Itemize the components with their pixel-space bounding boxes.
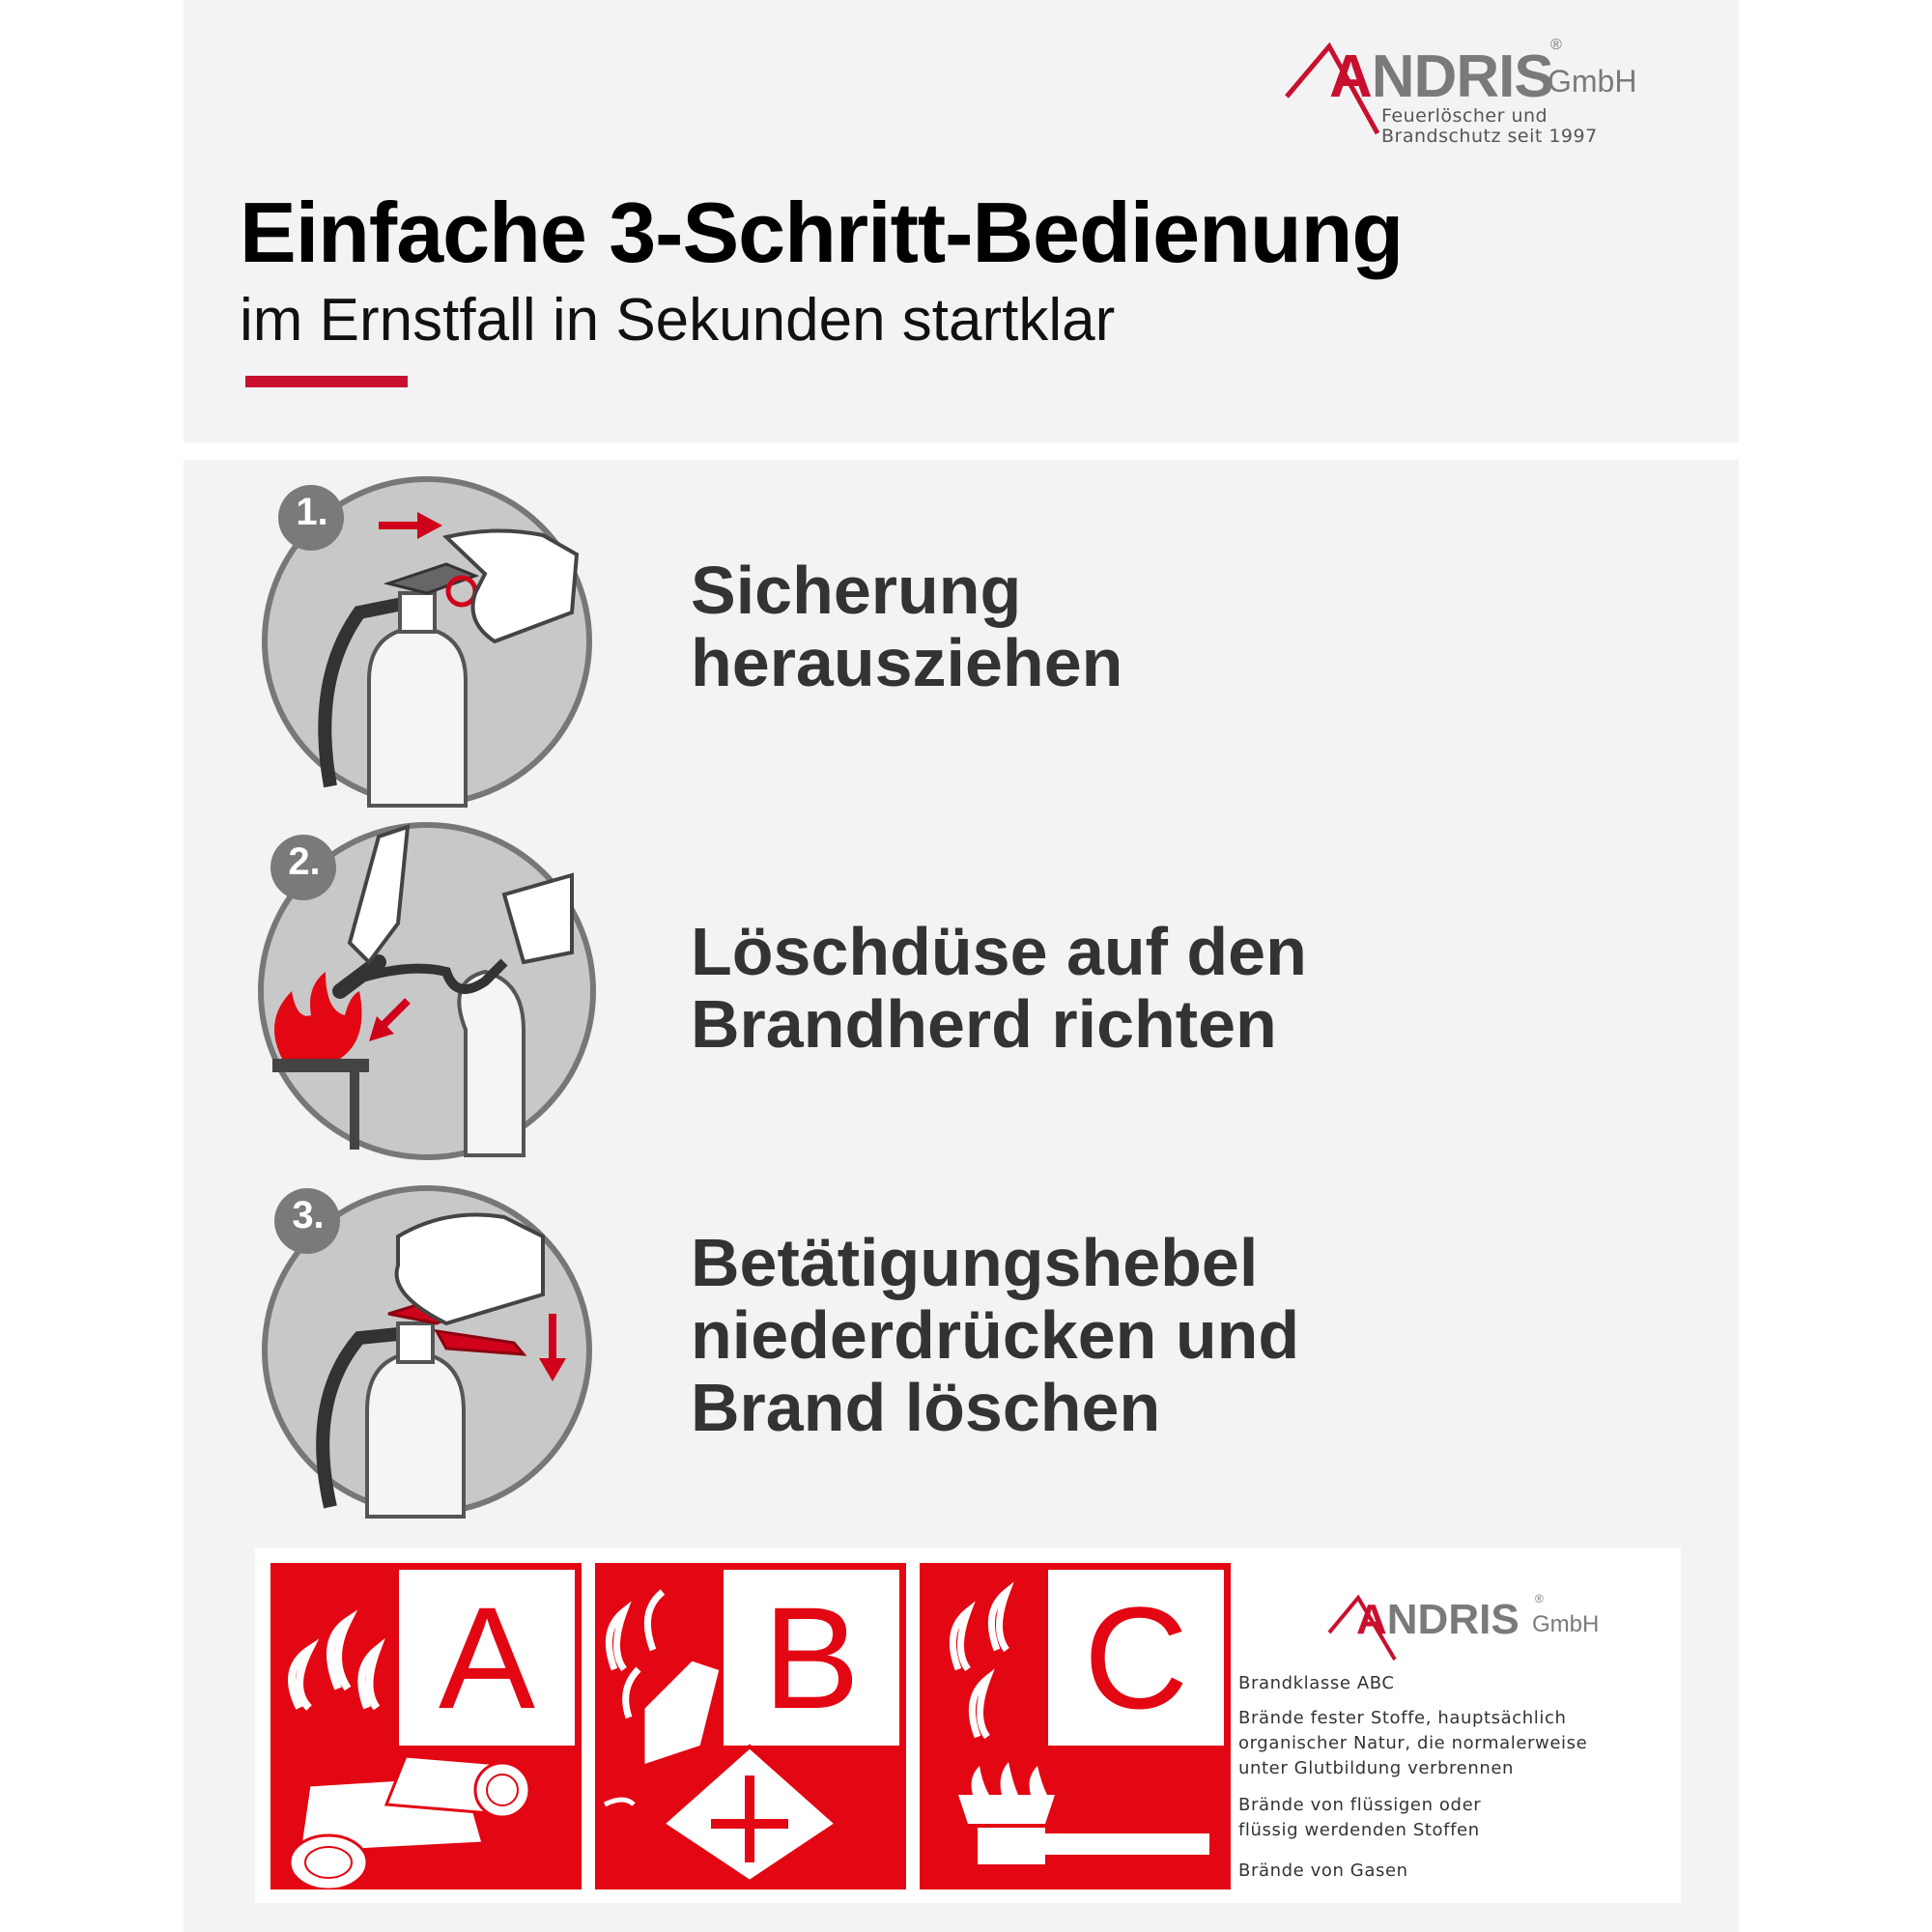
fire-class-panel bbox=[255, 1548, 1681, 1903]
fire-class-heading bbox=[1238, 1671, 1395, 1696]
step-3-line-2: niederdrücken und bbox=[691, 1297, 1300, 1373]
burning-wood-icon bbox=[270, 1563, 582, 1889]
logo-suffix: GmbH bbox=[1548, 64, 1637, 99]
fire-class-c-letter: C bbox=[1083, 1577, 1189, 1739]
page-subtitle: im Ernstfall in Sekunden startklar bbox=[240, 287, 1116, 354]
fire-class-a-description bbox=[1238, 1706, 1587, 1781]
fire-class-b-sign bbox=[595, 1563, 906, 1889]
fire-class-a-desc-line-1: Brände fester Stoffe, hauptsächlich bbox=[1238, 1708, 1567, 1728]
step-1-illustration bbox=[253, 468, 601, 815]
fire-class-a-desc-line-2: organischer Natur, die normalerweise bbox=[1238, 1733, 1588, 1753]
logo-rest: NDRIS bbox=[1371, 43, 1553, 110]
company-logo-small bbox=[1327, 1594, 1636, 1662]
step-2-line-1: Löschdüse auf den bbox=[691, 914, 1307, 989]
step-1-line-2: herausziehen bbox=[691, 625, 1123, 700]
logo-suffix-small: GmbH bbox=[1532, 1611, 1600, 1637]
step-1-number: 1. bbox=[296, 491, 328, 533]
fire-class-a-letter: A bbox=[438, 1577, 536, 1739]
fire-class-a-sign bbox=[270, 1563, 582, 1889]
page-title: Einfache 3-Schritt-Bedienung bbox=[240, 185, 1404, 280]
logo-tagline bbox=[1381, 106, 1598, 147]
company-logo bbox=[1285, 37, 1671, 156]
step-2-text bbox=[691, 916, 1307, 1061]
fire-class-b-desc-line-1: Brände von flüssigen oder bbox=[1238, 1795, 1482, 1815]
step-2-number: 2. bbox=[288, 840, 321, 883]
step-3-illustration bbox=[253, 1179, 601, 1526]
logo-rest-small: NDRIS bbox=[1386, 1596, 1520, 1643]
fire-class-b-description bbox=[1238, 1793, 1481, 1843]
logo-tagline-line2: Brandschutz seit 1997 bbox=[1381, 126, 1598, 147]
logo-registered-mark-small: ® bbox=[1535, 1592, 1544, 1605]
logo-letter-a-small: A bbox=[1356, 1596, 1387, 1643]
step-3-line-3: Brand löschen bbox=[691, 1370, 1161, 1445]
logo-letter-a: A bbox=[1329, 43, 1372, 110]
fire-class-heading-text: Brandklasse ABC bbox=[1238, 1673, 1395, 1693]
logo-tagline-line1: Feuerlöscher und bbox=[1381, 105, 1548, 127]
fire-class-b-desc-line-2: flüssig werdenden Stoffen bbox=[1238, 1820, 1480, 1840]
fire-class-c-desc-line-1: Brände von Gasen bbox=[1238, 1861, 1408, 1881]
step-2-line-2: Brandherd richten bbox=[691, 986, 1277, 1062]
step-1-text bbox=[691, 554, 1122, 699]
step-3-number: 3. bbox=[292, 1194, 325, 1236]
fire-class-c-description bbox=[1238, 1859, 1408, 1884]
step-2-illustration bbox=[253, 817, 601, 1165]
fire-class-a-desc-line-3: unter Glutbildung verbrennen bbox=[1238, 1758, 1515, 1778]
logo-wordmark bbox=[1329, 43, 1553, 111]
fire-class-b-letter: B bbox=[762, 1577, 861, 1739]
logo-wordmark-small bbox=[1356, 1596, 1520, 1644]
fire-class-c-sign bbox=[920, 1563, 1231, 1889]
gas-burner-icon bbox=[920, 1563, 1231, 1889]
step-3-line-1: Betätigungshebel bbox=[691, 1225, 1259, 1300]
flammable-liquid-icon bbox=[595, 1563, 906, 1889]
accent-bar bbox=[245, 376, 408, 387]
step-3-text bbox=[691, 1227, 1299, 1444]
logo-registered-mark: ® bbox=[1550, 37, 1562, 53]
step-1-line-1: Sicherung bbox=[691, 553, 1022, 628]
